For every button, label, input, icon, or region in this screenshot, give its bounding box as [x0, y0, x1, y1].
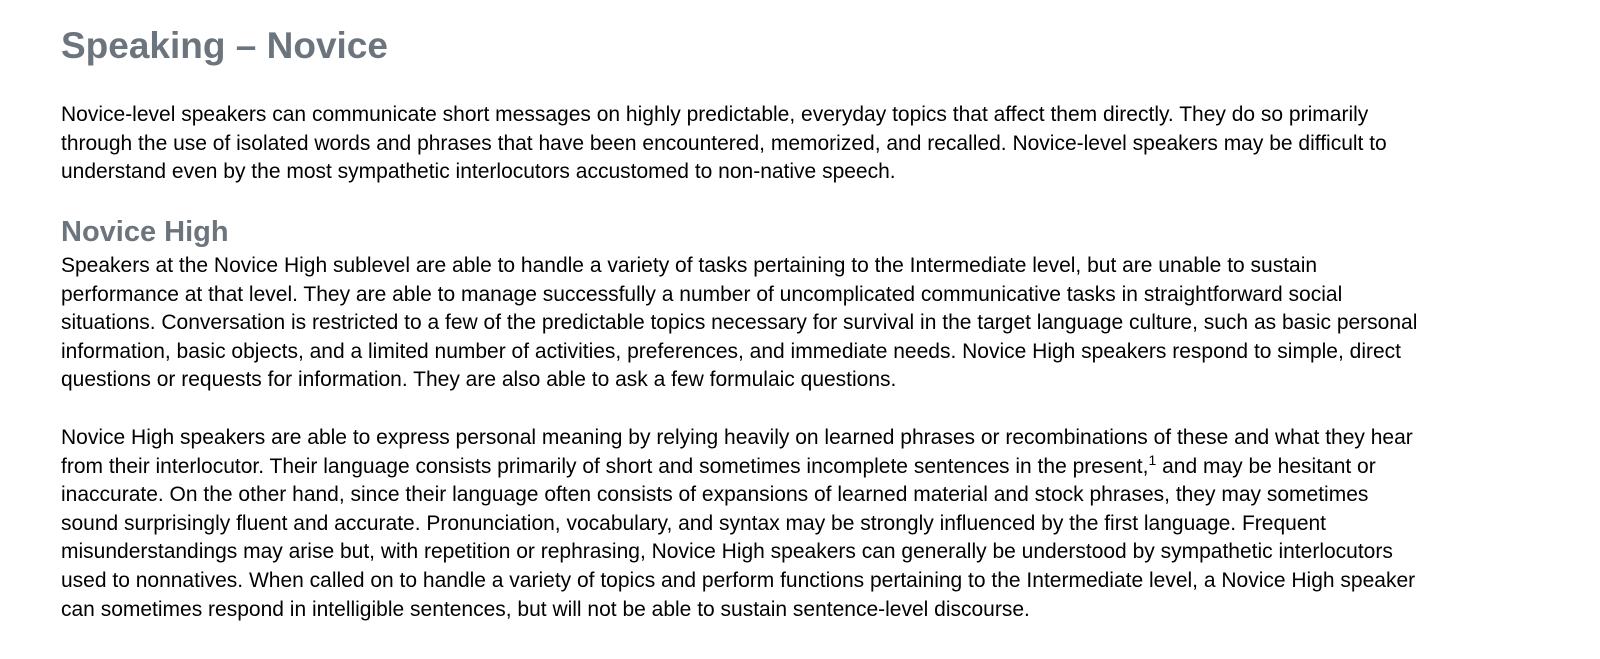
paragraph-line: questions or requests for information. They are also able to ask a few formulaic questions. — [61, 368, 897, 392]
paragraph-line: can sometimes respond in intelligible sentences, but will not be able to sustain sentence-level discourse. — [61, 597, 1030, 621]
line-text: from their interlocutor. Their language consists primarily of short and sometimes incomplete sentences in the present, — [61, 454, 1149, 478]
line-text: and may be hesitant or — [1156, 454, 1376, 478]
paragraph-line: sound surprisingly fluent and accurate. Pronunciation, vocabulary, and syntax may be strongly influenced by the first language. Frequent — [61, 511, 1327, 535]
paragraph-line: through the use of isolated words and phrases that have been encountered, memorized, and recalled. Novice-level speakers may be difficult to — [61, 131, 1387, 155]
paragraph-line: situations. Conversation is restricted to a few of the predictable topics necessary for survival in the target language culture, such as basic personal — [61, 311, 1418, 335]
paragraph-line: information, basic objects, and a limited number of activities, preferences, and immediate needs. Novice High speakers respond to simple, direct — [61, 339, 1401, 363]
page-title: Speaking – Novice — [61, 25, 388, 66]
paragraph-line: misunderstandings may arise but, with repetition or rephrasing, Novice High speakers can generally be understood by sympathetic interlocutors — [61, 540, 1393, 564]
paragraph-line: understand even by the most sympathetic interlocutors accustomed to non-native speech. — [61, 160, 896, 184]
paragraph-line: inaccurate. On the other hand, since their language often consists of expansions of learned material and stock phrases, they may sometimes — [61, 483, 1369, 507]
paragraph-line: Novice-level speakers can communicate short messages on highly predictable, everyday topics that affect them directly. They do so primarily — [61, 103, 1369, 126]
footnote-marker[interactable]: 1 — [1148, 451, 1157, 468]
novice-high-paragraph-1 — [61, 252, 1541, 395]
paragraph-line: performance at that level. They are able to manage successfully a number of uncomplicated communicative tasks in straightforward social — [61, 282, 1343, 306]
intro-paragraph — [61, 101, 1541, 187]
paragraph-line: Novice High speakers are able to express personal meaning by relying heavily on learned phrases or recombinations of these and what they hear — [61, 426, 1413, 449]
paragraph-line — [61, 453, 1541, 482]
paragraph-line: Speakers at the Novice High sublevel are able to handle a variety of tasks pertaining to the Intermediate level, but are unable to sustain — [61, 254, 1318, 277]
novice-high-paragraph-2 — [61, 424, 1541, 624]
section-heading: Novice High — [61, 216, 229, 248]
paragraph-line: used to nonnatives. When called on to handle a variety of topics and perform functions pertaining to the Intermediate level, a Novice High speaker — [61, 568, 1416, 592]
